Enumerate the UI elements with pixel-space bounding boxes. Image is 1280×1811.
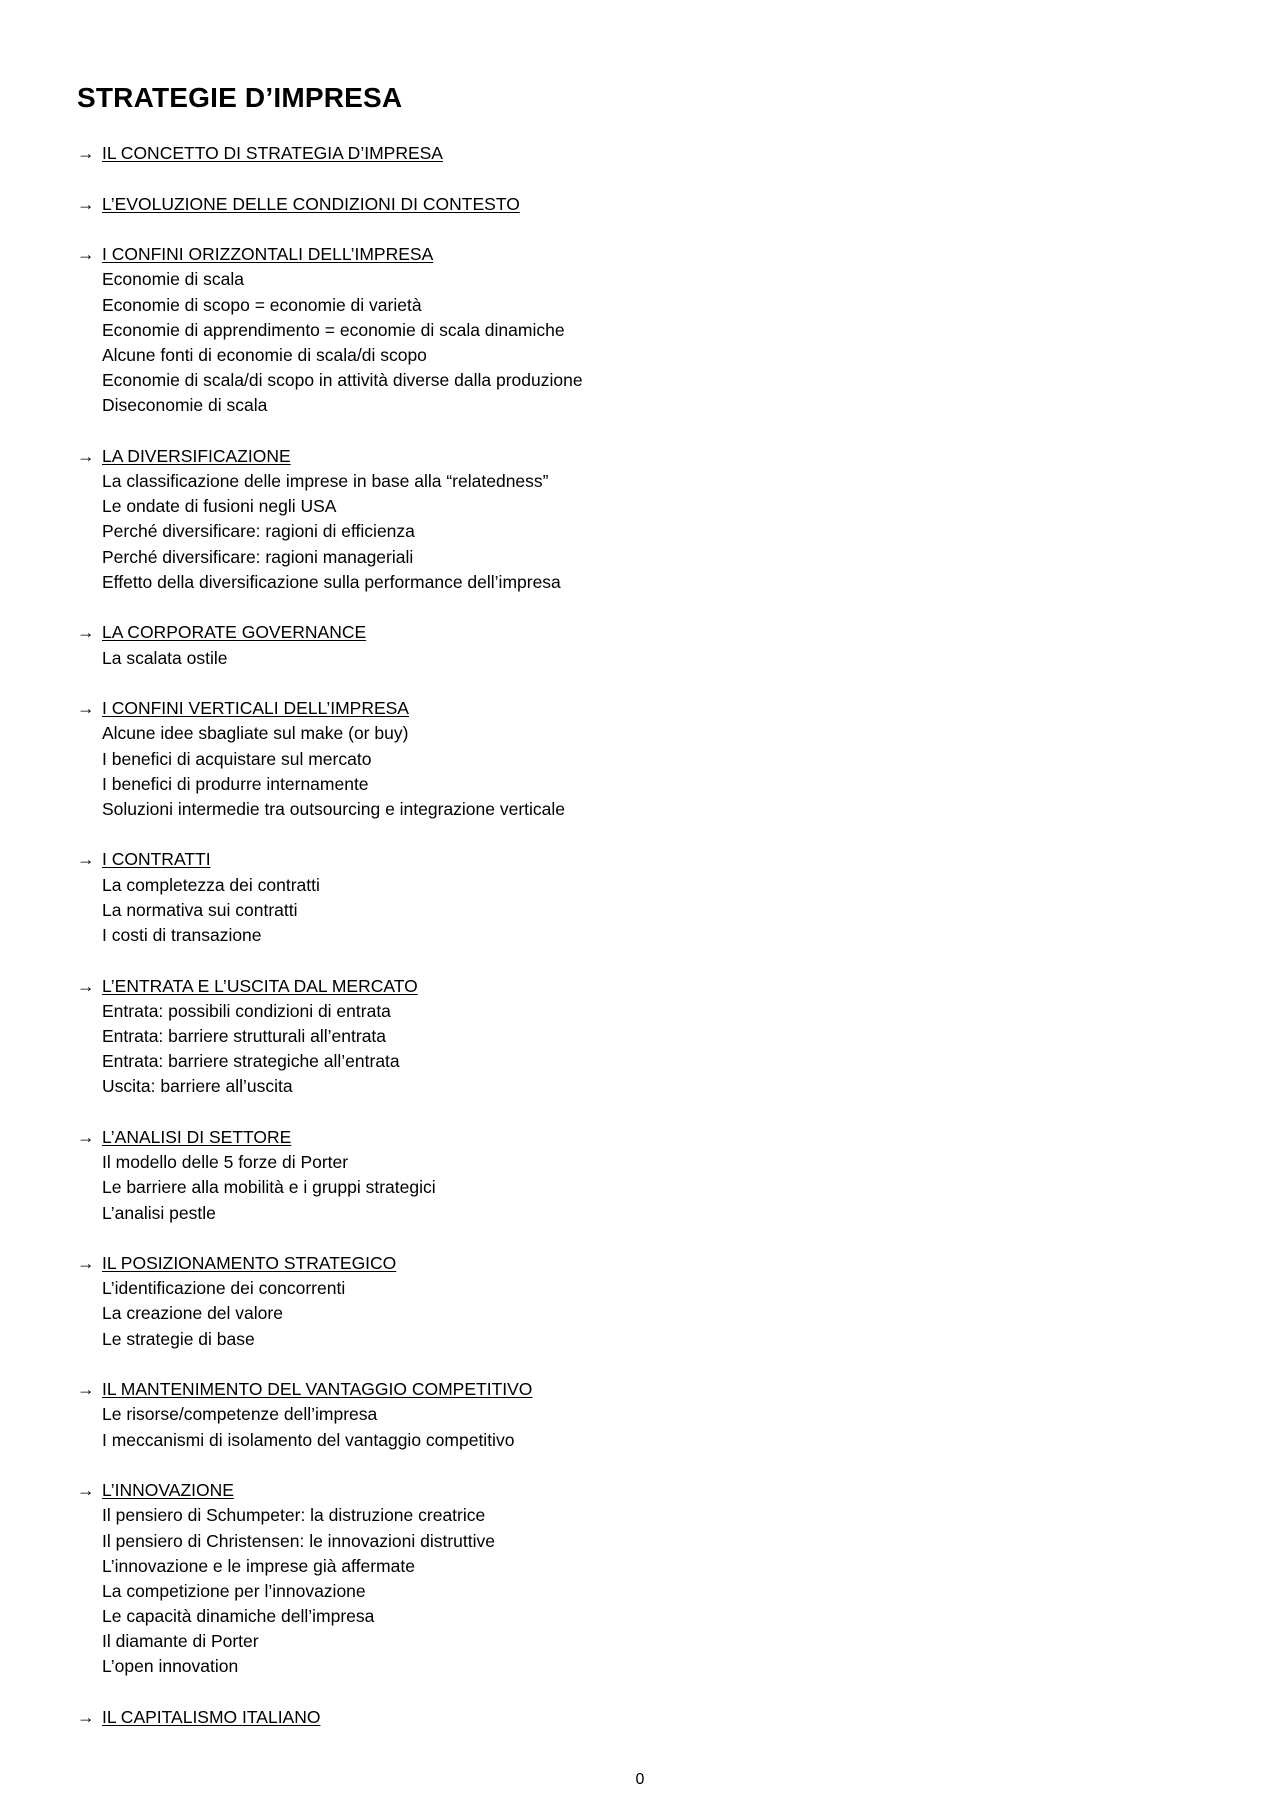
toc-section xyxy=(77,141,1197,166)
toc-section xyxy=(77,847,1197,948)
list-item: Entrata: barriere strategiche all’entrata xyxy=(102,1051,400,1072)
section-item-list xyxy=(77,999,1197,1100)
section-item-list xyxy=(77,873,1197,949)
list-item: L’innovazione e le imprese già affermate xyxy=(102,1555,415,1576)
list-item: Diseconomie di scala xyxy=(102,395,268,416)
section-heading-label: LA CORPORATE GOVERNANCE xyxy=(102,622,367,643)
arrow-right-icon: → xyxy=(77,1379,95,1400)
list-item: I benefici di acquistare sul mercato xyxy=(102,748,372,769)
section-item-list xyxy=(77,1276,1197,1352)
section-heading-label: LA DIVERSIFICAZIONE xyxy=(102,445,291,466)
section-heading-label: IL MANTENIMENTO DEL VANTAGGIO COMPETITIVO xyxy=(102,1379,533,1400)
list-item: La classificazione delle imprese in base alla “relatedness” xyxy=(102,471,549,492)
section-heading xyxy=(77,1251,1197,1276)
list-item: Le risorse/competenze dell’impresa xyxy=(102,1404,378,1425)
list-item: Le capacità dinamiche dell’impresa xyxy=(102,1606,375,1627)
list-item: Perché diversificare: ragioni di efficienza xyxy=(102,521,415,542)
arrow-right-icon: → xyxy=(77,698,95,719)
section-item-list xyxy=(77,1150,1197,1226)
section-heading-label: I CONTRATTI xyxy=(102,849,211,870)
section-heading xyxy=(77,242,1197,267)
list-item: L’open innovation xyxy=(102,1656,239,1677)
section-item-list xyxy=(77,1402,1197,1452)
section-item-list xyxy=(77,469,1197,595)
list-item: Le strategie di base xyxy=(102,1328,255,1349)
arrow-right-icon: → xyxy=(77,244,95,265)
section-heading xyxy=(77,192,1197,217)
list-item: La creazione del valore xyxy=(102,1303,283,1324)
list-item: Il modello delle 5 forze di Porter xyxy=(102,1152,349,1173)
section-heading-label: L’ANALISI DI SETTORE xyxy=(102,1126,292,1147)
section-heading xyxy=(77,1377,1197,1402)
list-item: Alcune idee sbagliate sul make (or buy) xyxy=(102,723,409,744)
toc-section xyxy=(77,242,1197,418)
toc-section xyxy=(77,974,1197,1100)
document-title: STRATEGIE D’IMPRESA xyxy=(77,82,403,113)
list-item: Soluzioni intermedie tra outsourcing e integrazione verticale xyxy=(102,798,566,819)
section-heading xyxy=(77,1478,1197,1503)
section-heading xyxy=(77,696,1197,721)
list-item: La completezza dei contratti xyxy=(102,874,320,895)
list-item: La competizione per l’innovazione xyxy=(102,1580,366,1601)
arrow-right-icon: → xyxy=(77,1126,95,1147)
section-item-list xyxy=(77,646,1197,671)
table-of-contents xyxy=(77,141,1197,1756)
section-item-list xyxy=(77,1503,1197,1679)
list-item: La scalata ostile xyxy=(102,647,228,668)
list-item: I benefici di produrre internamente xyxy=(102,773,369,794)
toc-section xyxy=(77,1377,1197,1453)
list-item: Le barriere alla mobilità e i gruppi strategici xyxy=(102,1177,436,1198)
section-heading xyxy=(77,444,1197,469)
section-heading xyxy=(77,974,1197,999)
section-heading-label: IL POSIZIONAMENTO STRATEGICO xyxy=(102,1253,397,1274)
section-heading xyxy=(77,1705,1197,1730)
section-heading xyxy=(77,847,1197,872)
arrow-right-icon: → xyxy=(77,445,95,466)
list-item: Il diamante di Porter xyxy=(102,1631,259,1652)
toc-section xyxy=(77,696,1197,822)
page-number: 0 xyxy=(635,1771,645,1788)
section-heading-label: I CONFINI ORIZZONTALI DELL’IMPRESA xyxy=(102,244,434,265)
toc-section xyxy=(77,1251,1197,1352)
section-heading xyxy=(77,141,1197,166)
arrow-right-icon: → xyxy=(77,1480,95,1501)
arrow-right-icon: → xyxy=(77,193,95,214)
section-heading xyxy=(77,620,1197,645)
section-item-list xyxy=(77,267,1197,418)
arrow-right-icon: → xyxy=(77,1253,95,1274)
list-item: Economie di apprendimento = economie di scala dinamiche xyxy=(102,319,565,340)
arrow-right-icon: → xyxy=(77,622,95,643)
list-item: La normativa sui contratti xyxy=(102,899,298,920)
list-item: L’analisi pestle xyxy=(102,1202,216,1223)
list-item: I meccanismi di isolamento del vantaggio competitivo xyxy=(102,1429,515,1450)
section-heading-label: L’INNOVAZIONE xyxy=(102,1480,234,1501)
arrow-right-icon: → xyxy=(77,975,95,996)
toc-section xyxy=(77,444,1197,595)
section-heading-label: L’EVOLUZIONE DELLE CONDIZIONI DI CONTESTO xyxy=(102,193,520,214)
section-heading-label: L’ENTRATA E L’USCITA DAL MERCATO xyxy=(102,975,418,996)
section-heading xyxy=(77,1125,1197,1150)
section-heading-label: IL CONCETTO DI STRATEGIA D’IMPRESA xyxy=(102,143,443,163)
list-item: Economie di scala/di scopo in attività diverse dalla produzione xyxy=(102,370,583,391)
arrow-right-icon: → xyxy=(77,143,95,163)
list-item: Il pensiero di Christensen: le innovazioni distruttive xyxy=(102,1530,495,1551)
section-item-list xyxy=(77,721,1197,822)
section-heading-label: I CONFINI VERTICALI DELL’IMPRESA xyxy=(102,698,409,719)
arrow-right-icon: → xyxy=(77,849,95,870)
toc-section xyxy=(77,620,1197,670)
list-item: Il pensiero di Schumpeter: la distruzione creatrice xyxy=(102,1505,486,1526)
list-item: L’identificazione dei concorrenti xyxy=(102,1278,346,1299)
list-item: I costi di transazione xyxy=(102,925,262,946)
section-heading-label: IL CAPITALISMO ITALIANO xyxy=(102,1707,321,1728)
list-item: Entrata: barriere strutturali all’entrata xyxy=(102,1025,387,1046)
toc-section xyxy=(77,1125,1197,1226)
list-item: Economie di scala xyxy=(102,269,245,290)
toc-section xyxy=(77,1705,1197,1730)
list-item: Le ondate di fusioni negli USA xyxy=(102,496,337,517)
list-item: Alcune fonti di economie di scala/di scopo xyxy=(102,344,427,365)
list-item: Entrata: possibili condizioni di entrata xyxy=(102,1000,391,1021)
list-item: Uscita: barriere all’uscita xyxy=(102,1076,293,1097)
list-item: Economie di scopo = economie di varietà xyxy=(102,294,422,315)
arrow-right-icon: → xyxy=(77,1707,95,1728)
list-item: Perché diversificare: ragioni manageriali xyxy=(102,546,414,567)
toc-section xyxy=(77,1478,1197,1680)
toc-section xyxy=(77,192,1197,217)
list-item: Effetto della diversificazione sulla performance dell’impresa xyxy=(102,571,561,592)
